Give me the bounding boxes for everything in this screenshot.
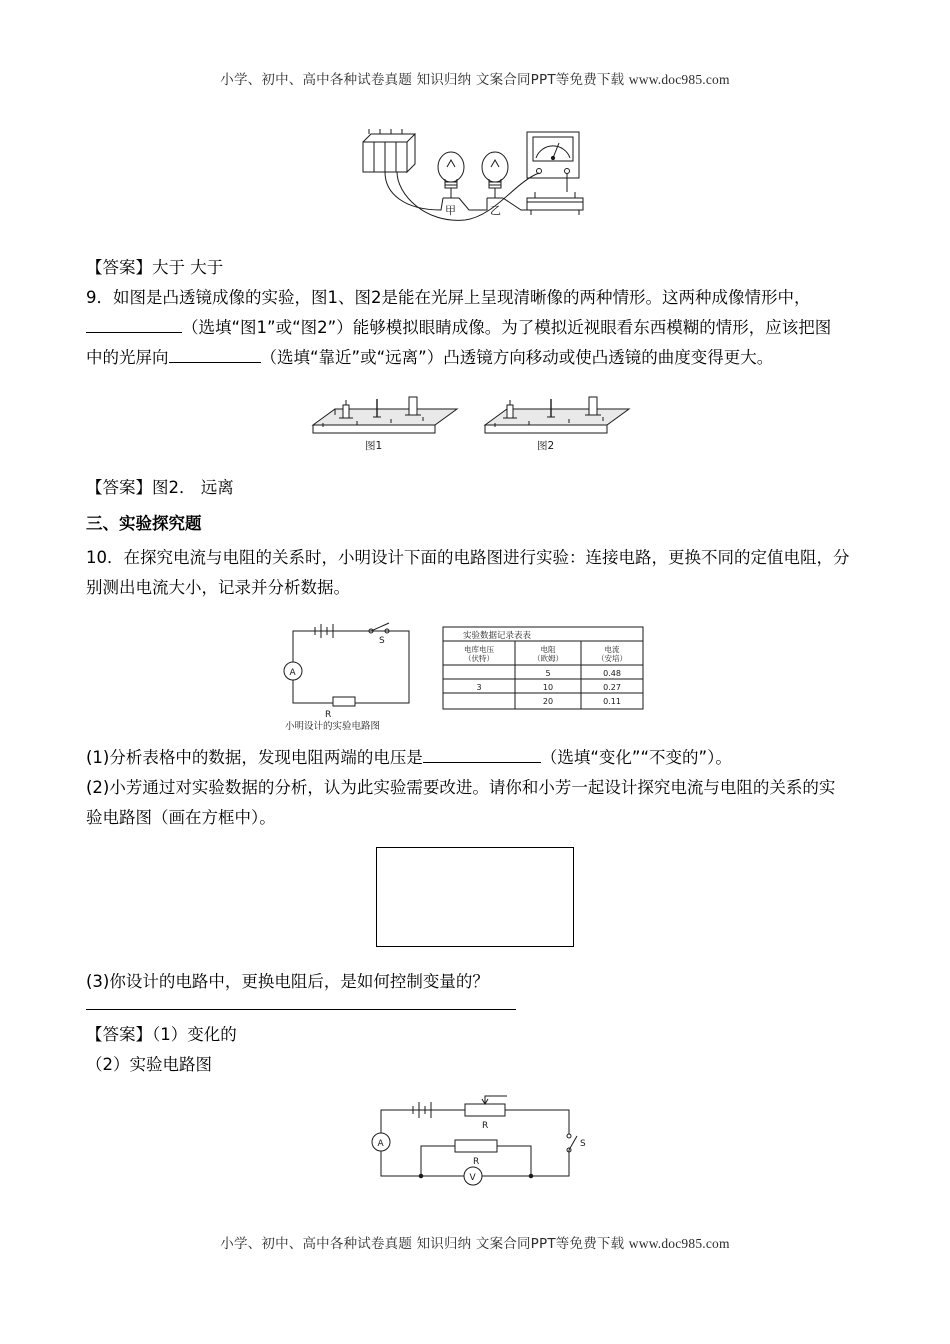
figure3-resistor-label: R [325, 710, 332, 720]
figure-circuit-lamps-svg [345, 124, 605, 239]
question-9-line3 [86, 343, 864, 373]
question-10-sub3-text: (3)你设计的电路中，更换电阻后，是如何控制变量的？ [86, 972, 489, 991]
answer-9 [86, 473, 864, 503]
answer-10-line1 [86, 1020, 864, 1050]
figure3-th-resistance: 电阻 [540, 645, 556, 654]
answer-9-prefix: 【答案】 [86, 478, 152, 497]
question-9-line1 [86, 283, 864, 313]
question-9-blank-2[interactable] [169, 348, 261, 363]
question-10-sub2-text1: (2)小芳通过对实验数据的分析，认为此实验需要改进。请你和小芳一起设计探究电流与电阻的关系的实 [86, 778, 836, 797]
question-10-line2 [86, 573, 864, 603]
question-10-number: 10． [86, 548, 124, 567]
header-promo [86, 0, 864, 88]
question-9-line2 [86, 313, 864, 343]
figure3-cell-i1: 0.48 [603, 669, 621, 678]
question-10-body2: 别测出电流大小，记录并分析数据。 [86, 578, 350, 597]
question-10-sub2-text2: 验电路图（画在方框中）。 [86, 808, 276, 827]
question-10-sub3 [86, 967, 864, 997]
answer-9-text: 图2． 远离 [152, 478, 234, 497]
answer-10-text2: （2）实验电路图 [86, 1055, 212, 1074]
figure3-th-resistance-unit: （欧姆） [533, 654, 563, 663]
question-9-body3a: 中的光屏向 [86, 348, 169, 367]
question-10-sub2-line1 [86, 773, 864, 803]
figure3-th-current: 电流 [604, 645, 620, 654]
figure-optical-benches-svg [305, 391, 645, 461]
figure-optical-benches [86, 391, 864, 461]
figure3-th-current-unit: （安培） [597, 654, 627, 663]
figure1-label-jia: 甲 [445, 204, 456, 217]
figure4-voltmeter-label: V [469, 1173, 476, 1183]
figure-answer-circuit [86, 1088, 864, 1196]
answer-8-prefix: 【答案】 [86, 258, 152, 277]
figure3-switch-label: S [379, 636, 385, 646]
figure3-cell-r3: 20 [542, 697, 554, 706]
question-10-sub1 [86, 743, 864, 773]
question-10-line1 [86, 543, 864, 573]
figure3-cell-u: 3 [476, 683, 482, 692]
answer-8-text: 大于 大于 [152, 258, 224, 277]
footer-promo [0, 1232, 950, 1252]
footer-promo-url: www.doc985.com [628, 1236, 730, 1251]
question-10-sub1-tail: （选填“变化”“不变的”）。 [540, 748, 732, 767]
answer-10-text1: （1）变化的 [152, 1025, 237, 1044]
figure2-label-1: 图1 [365, 440, 383, 452]
figure4-resistor-label: R [473, 1157, 480, 1167]
header-promo-text: 小学、初中、高中各种试卷真题 知识归纳 文案合同PPT等免费下载 [220, 72, 625, 88]
figure-circuit-lamps [86, 124, 864, 239]
question-10-sub1-blank[interactable] [423, 748, 541, 763]
answer-10-prefix: 【答案】 [86, 1025, 152, 1044]
header-promo-url: www.doc985.com [628, 72, 730, 87]
question-10-sub2-line2 [86, 803, 864, 833]
figure-circuit-and-table [86, 613, 864, 733]
figure2-label-2: 图2 [537, 440, 555, 452]
question-10-body1: 在探究电流与电阻的关系时，小明设计下面的电路图进行实验：连接电路，更换不同的定值电阻，分 [123, 548, 850, 567]
figure3-cell-i2: 0.27 [603, 683, 621, 692]
svg-text:A: A [289, 668, 296, 678]
question-9-number: 9． [86, 288, 113, 307]
figure-answer-circuit-svg [355, 1088, 595, 1196]
question-9-body2: （选填“图1”或“图2”）能够模拟眼睛成像。为了模拟近视眼看东西模糊的情形，应该把图 [182, 318, 832, 337]
figure1-label-yi: 乙 [490, 204, 501, 217]
section-3-title: 三、实验探究题 [86, 514, 202, 533]
figure3-caption: 小明设计的实验电路图 [285, 721, 381, 732]
question-9-blank-1[interactable] [86, 318, 182, 333]
question-9-body3b: （选填“靠近”或“远离”）凸透镜方向移动或使凸透镜的曲度变得更大。 [260, 348, 774, 367]
figure-circuit-and-table-svg [275, 613, 675, 733]
figure4-rheostat-label: R [482, 1121, 489, 1131]
figure3-cell-r1: 5 [545, 669, 551, 678]
figure3-th-voltage-unit: （伏特） [464, 654, 494, 663]
figure4-switch-label: S [580, 1139, 586, 1149]
answer-10-line2 [86, 1050, 864, 1080]
question-10-sub1-text: (1)分析表格中的数据，发现电阻两端的电压是 [86, 748, 423, 767]
answer-8 [86, 253, 864, 283]
figure3-cell-i3: 0.11 [603, 697, 621, 706]
figure4-ammeter-label: A [377, 1139, 384, 1149]
answer-drawing-box[interactable] [376, 847, 574, 947]
figure3-th-voltage: 电库电压 [464, 645, 494, 654]
question-9-body1: 如图是凸透镜成像的实验，图1、图2是能在光屏上呈现清晰像的两种情形。这两种成像情形中， [113, 288, 811, 307]
footer-promo-text: 小学、初中、高中各种试卷真题 知识归纳 文案合同PPT等免费下载 [220, 1236, 625, 1252]
figure3-cell-r2: 10 [542, 683, 554, 692]
figure3-table-title: 实验数据记录表表 [462, 631, 532, 641]
